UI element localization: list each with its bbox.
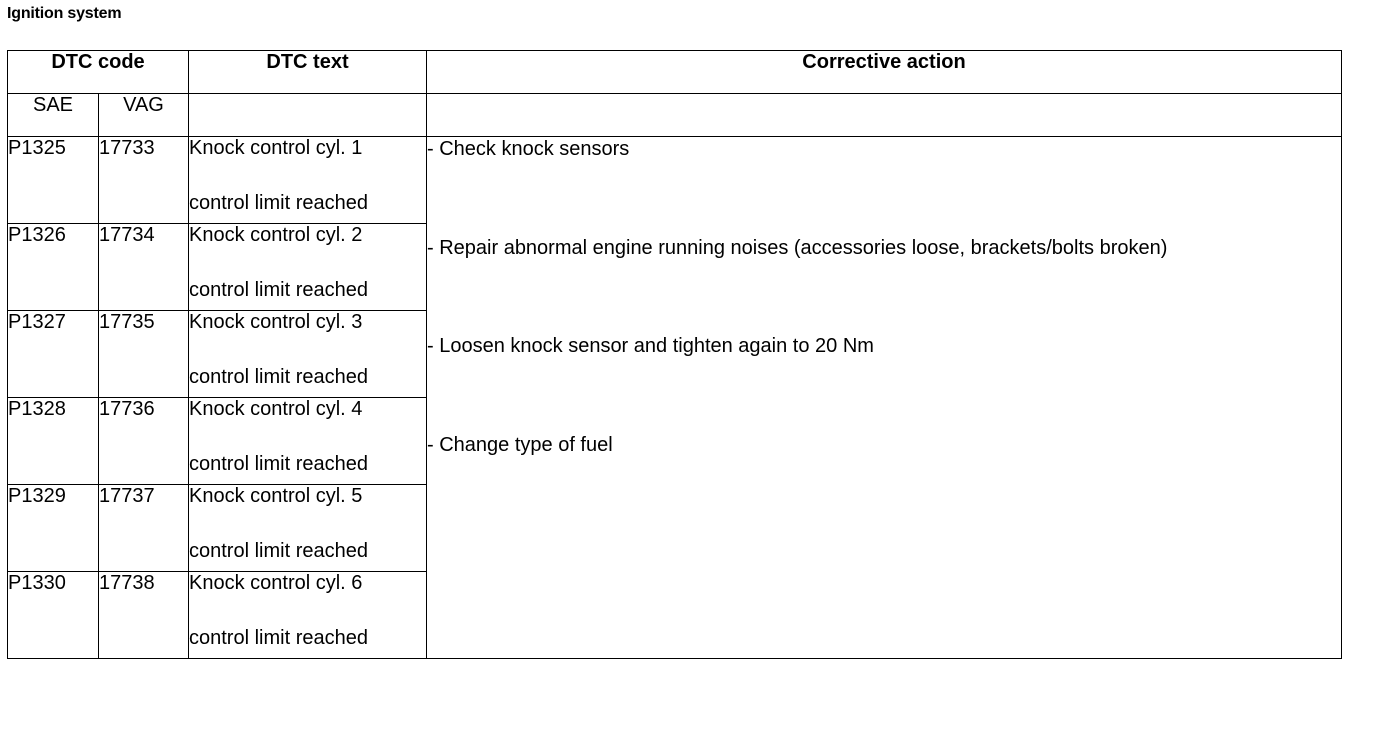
header-corrective-action: Corrective action — [427, 51, 1342, 94]
dtc-text-cell — [189, 398, 427, 485]
sae-code: P1326 — [8, 224, 99, 311]
sae-code: P1325 — [8, 137, 99, 224]
header-row — [8, 51, 1342, 94]
sae-code: P1329 — [8, 485, 99, 572]
subheader-row — [8, 94, 1342, 137]
vag-code: 17733 — [99, 137, 189, 224]
dtc-text-line2: control limit reached — [189, 192, 368, 214]
dtc-text-line1: Knock control cyl. 4 — [189, 398, 363, 420]
action-item: - Loosen knock sensor and tighten again to 20 Nm — [427, 335, 874, 357]
action-item: - Repair abnormal engine running noises (accessories loose, brackets/bolts broken) — [427, 236, 1168, 259]
dtc-text-cell — [189, 224, 427, 311]
subheader-action-empty — [427, 94, 1342, 137]
vag-code: 17734 — [99, 224, 189, 311]
dtc-text-cell — [189, 137, 427, 224]
vag-code: 17736 — [99, 398, 189, 485]
subheader-sae: SAE — [8, 94, 99, 137]
dtc-text-line1: Knock control cyl. 2 — [189, 224, 363, 246]
dtc-table — [7, 50, 1342, 659]
sae-code: P1330 — [8, 572, 99, 659]
dtc-text-cell — [189, 311, 427, 398]
vag-code: 17735 — [99, 311, 189, 398]
section-title: Ignition system — [7, 5, 122, 22]
dtc-text-line2: control limit reached — [189, 453, 368, 475]
dtc-text-cell — [189, 485, 427, 572]
subheader-vag: VAG — [99, 94, 189, 137]
sae-code: P1327 — [8, 311, 99, 398]
header-dtc-text: DTC text — [189, 51, 427, 94]
header-dtc-code: DTC code — [8, 51, 189, 94]
dtc-text-line1: Knock control cyl. 1 — [189, 137, 363, 159]
sae-code: P1328 — [8, 398, 99, 485]
dtc-text-line2: control limit reached — [189, 627, 368, 649]
dtc-text-line1: Knock control cyl. 5 — [189, 485, 363, 507]
action-item: - Check knock sensors — [427, 138, 630, 160]
dtc-text-line1: Knock control cyl. 6 — [189, 572, 363, 594]
dtc-text-cell — [189, 572, 427, 659]
dtc-text-line2: control limit reached — [189, 540, 368, 562]
vag-code: 17737 — [99, 485, 189, 572]
dtc-text-line2: control limit reached — [189, 279, 368, 301]
vag-code: 17738 — [99, 572, 189, 659]
dtc-text-line2: control limit reached — [189, 366, 368, 388]
corrective-action-cell — [427, 137, 1342, 659]
table-row — [8, 137, 1342, 224]
dtc-text-line1: Knock control cyl. 3 — [189, 311, 363, 333]
subheader-dtc-text-empty — [189, 94, 427, 137]
action-item: - Change type of fuel — [427, 433, 613, 456]
